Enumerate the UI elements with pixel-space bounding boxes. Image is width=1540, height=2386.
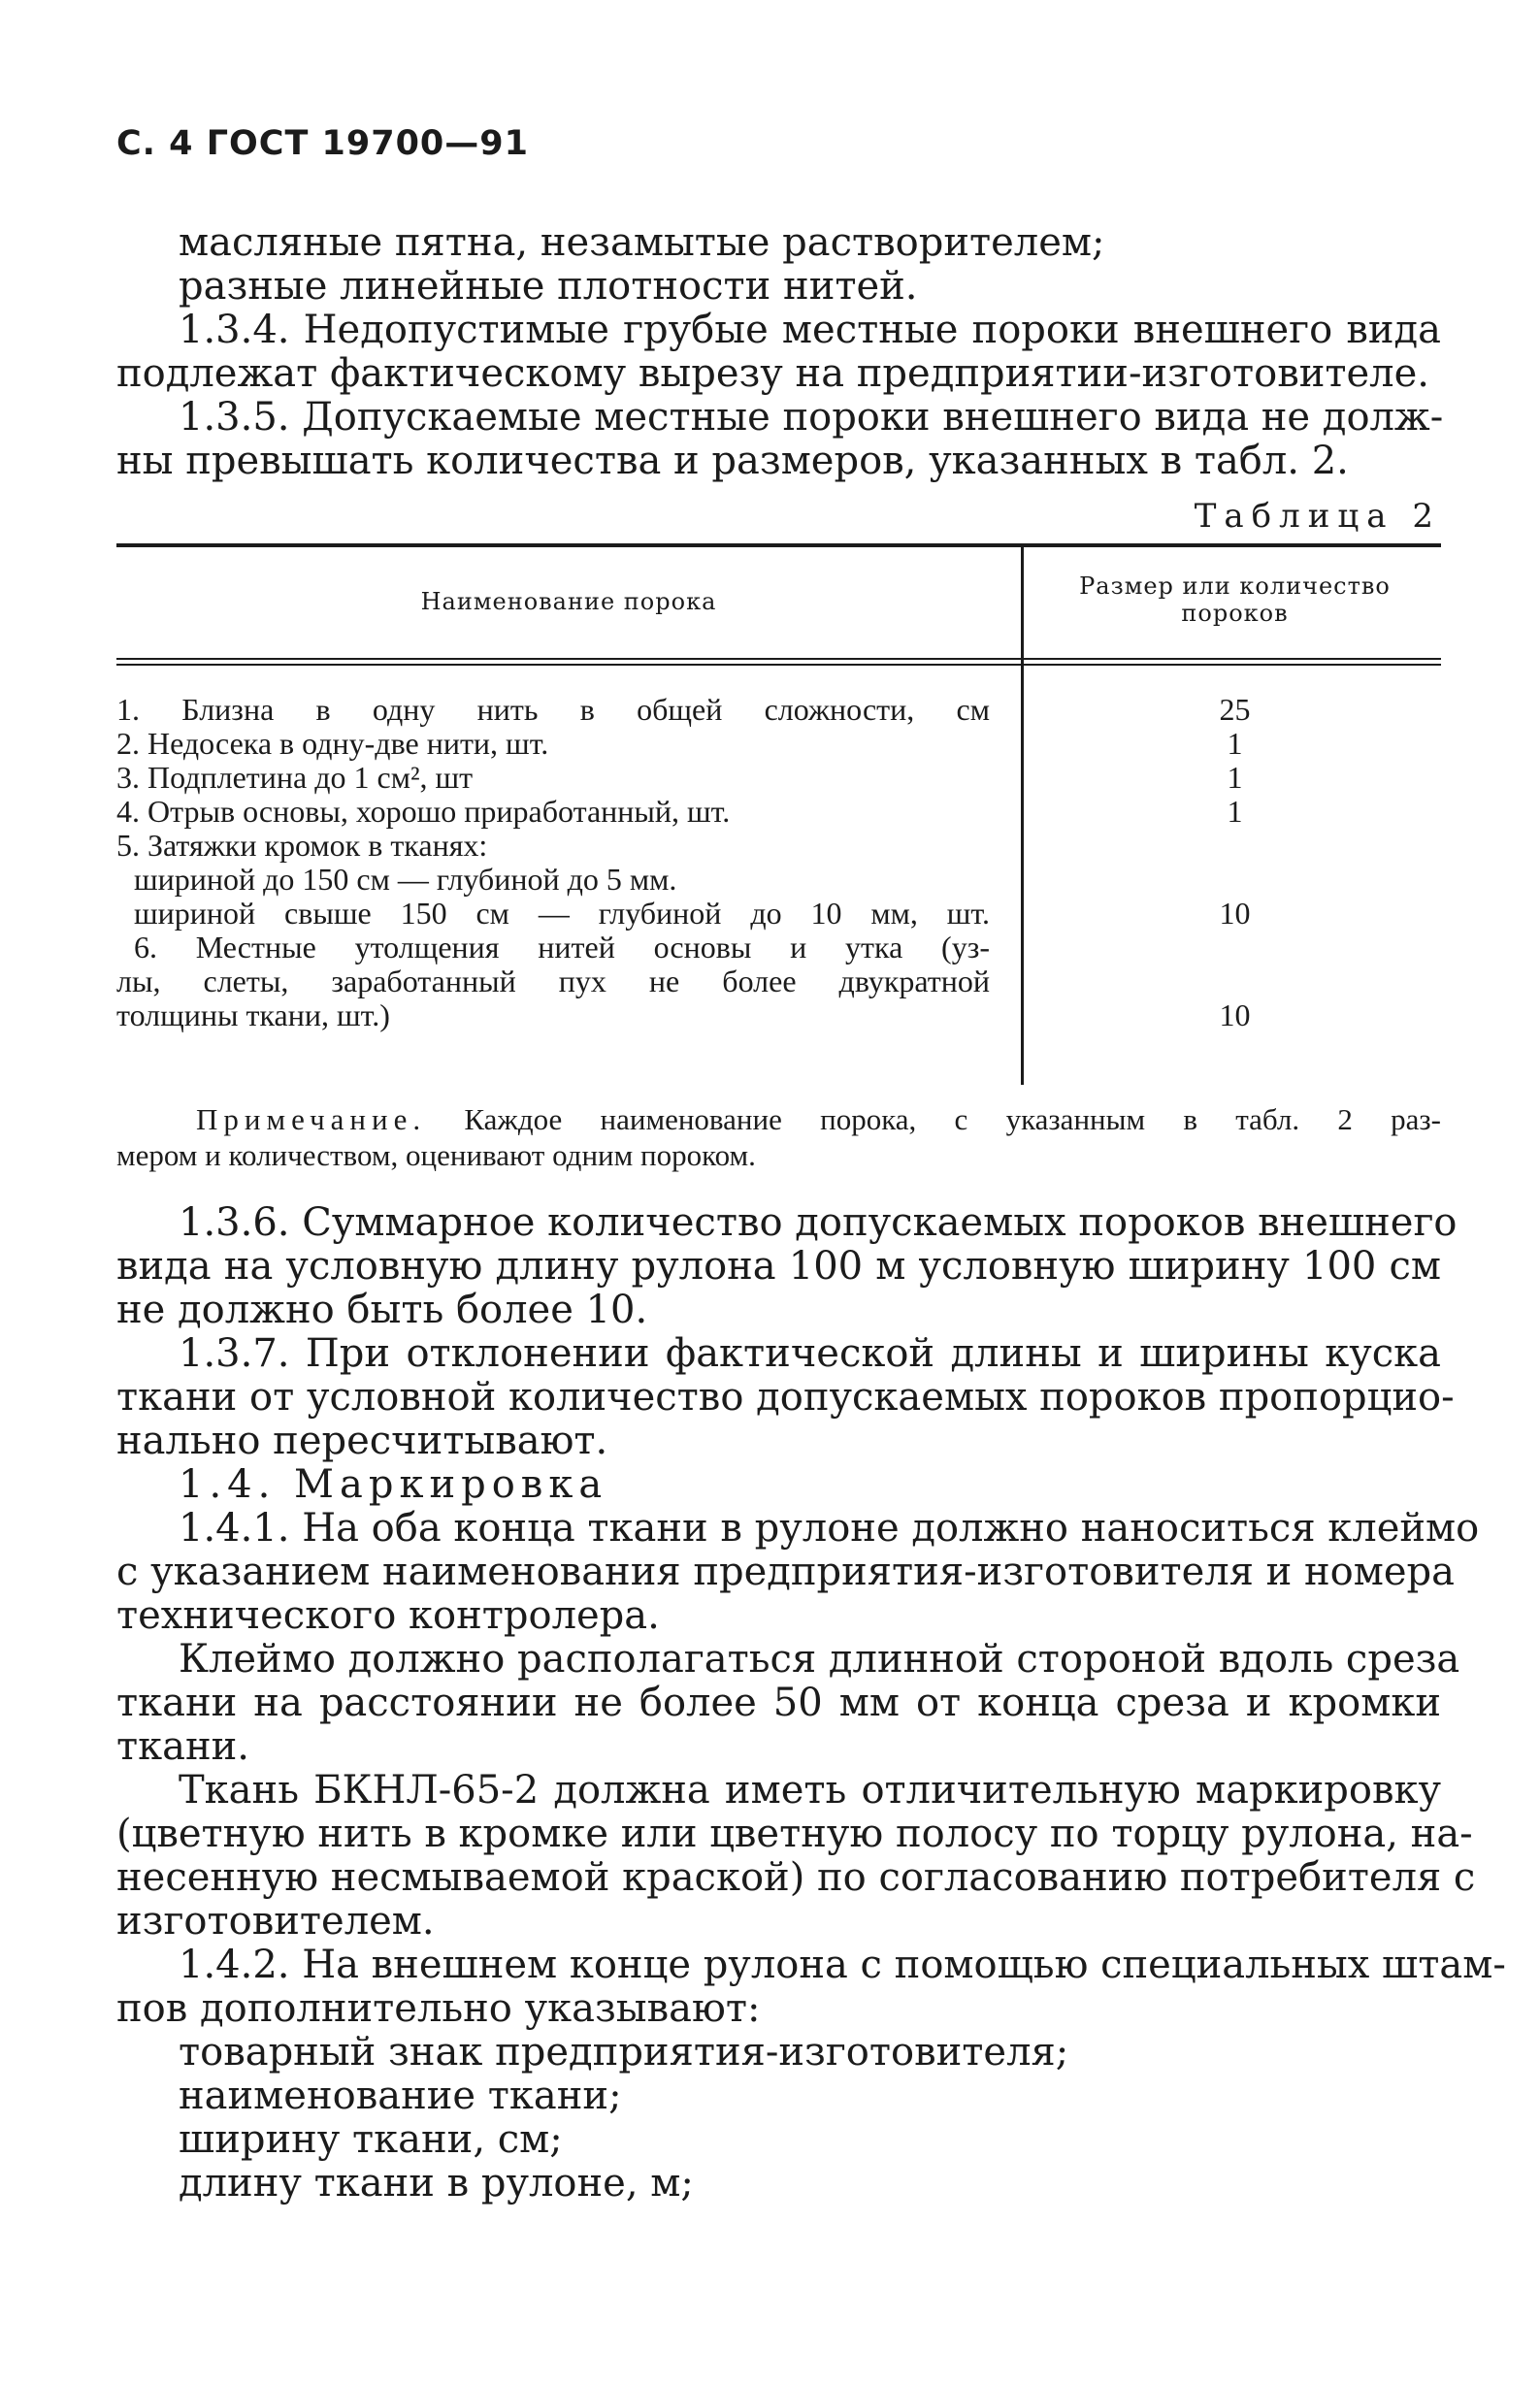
text-line: 1.3.6. Суммарное количество допускаемых пороков внешнего [179,1200,1458,1245]
text-line: подлежат фактическому вырезу на предприятии-изготовителе. [116,351,1429,396]
text-line: пов дополнительно указывают: [116,1986,761,2031]
table-cell-defect: лы, слеты, заработанный пух не более двукратной [116,964,990,998]
table-cell-defect: 5. Затяжки кромок в тканях: [116,828,488,863]
text-line: технического контролера. [116,1593,660,1638]
table-header-rule [116,664,1441,666]
table-cell-value: 10 [1219,997,1251,1032]
table-cell-value: 1 [1227,726,1243,761]
column-header-name: Наименование порока [420,588,717,615]
text-line: нально пересчитывают. [116,1419,608,1463]
text-line: 1.4.1. На оба конца ткани в рулоне должно наноситься клеймо [179,1506,1480,1551]
column-header-size-line: пороков [1181,600,1289,627]
text-line: несенную несмываемой краской) по согласованию потребителя с [116,1855,1476,1900]
text-line: (цветную нить в кромке или цветную полосу по торцу рулона, на- [116,1812,1473,1856]
text-line: наименование ткани; [179,2074,622,2118]
table-cell-defect: 4. Отрыв основы, хорошо приработанный, шт. [116,794,731,829]
table-cell-defect: толщины ткани, шт.) [116,997,390,1032]
table-header-rule [116,658,1441,660]
text-line: ткани на расстоянии не более 50 мм от конца среза и кромки [116,1681,1441,1725]
section-heading: 1.4. Маркировка [179,1462,608,1507]
table-caption: Таблица 2 [1194,497,1441,536]
table-cell-defect: шириной свыше 150 см — глубиной до 10 мм, шт. [134,896,990,931]
text-line: вида на условную длину рулона 100 м условную ширину 100 см [116,1244,1441,1289]
column-header-size [1029,572,1441,627]
note-line: мером и количеством, оценивают одним пороком. [116,1138,756,1172]
table-cell-defect: 2. Недосека в одну-две нити, шт. [116,726,549,761]
text-line: 1.3.7. При отклонении фактической длины и ширины куска [179,1331,1441,1376]
text-line: 1.3.4. Недопустимые грубые местные пороки внешнего вида [179,308,1441,352]
table-column-divider [1021,543,1024,1085]
text-line: ны превышать количества и размеров, указанных в табл. 2. [116,439,1349,483]
table-cell-defect: 3. Подплетина до 1 см², шт [116,760,474,795]
text-line: с указанием наименования предприятия-изготовителя и номера [116,1550,1456,1594]
note-line [116,1101,1441,1137]
text-line: не должно быть более 10. [116,1288,648,1332]
text-line: изготовителем. [116,1899,435,1944]
body-text-top [116,220,1444,483]
column-header-size-line: Размер или количество [1079,572,1391,600]
text-line: 1.4.2. На внешнем конце рулона с помощью специальных штам- [179,1943,1506,1987]
note-text: Каждое наименование порока, с указанным в табл. 2 раз- [464,1102,1441,1136]
table-cell-defect: шириной до 150 см — глубиной до 5 мм. [134,862,677,897]
text-line: разные линейные плотности нитей. [179,264,918,309]
table-cell-value: 1 [1227,794,1243,829]
table-cell-defect: 1. Близна в одну нить в общей сложности, см [116,692,990,727]
text-line: ткани. [116,1724,250,1769]
table-note [116,1101,1441,1173]
body-text-bottom [116,1200,1506,2206]
table-cell-value: 1 [1227,760,1243,795]
text-line: масляные пятна, незамытые растворителем; [179,220,1105,265]
text-line: Клеймо должно располагаться длинной стороной вдоль среза [179,1637,1460,1682]
text-line: ширину ткани, см; [179,2117,563,2162]
running-head: С. 4 ГОСТ 19700—91 [116,124,529,163]
text-line: 1.3.5. Допускаемые местные пороки внешнего вида не долж- [179,395,1444,440]
table-cell-defect: 6. Местные утолщения нитей основы и утка (уз- [134,930,990,964]
text-line: товарный знак предприятия-изготовителя; [179,2030,1069,2075]
note-label: Примечание. [196,1102,427,1136]
table-cell-value: 25 [1219,692,1251,727]
table-cell-value: 10 [1219,896,1251,931]
text-line: Ткань БКНЛ-65-2 должна иметь отличительную маркировку [179,1768,1441,1813]
text-line: длину ткани в рулоне, м; [179,2161,694,2206]
table-top-rule [116,543,1441,547]
defects-table [116,543,1441,1085]
text-line: ткани от условной количество допускаемых пороков пропорцио- [116,1375,1455,1420]
